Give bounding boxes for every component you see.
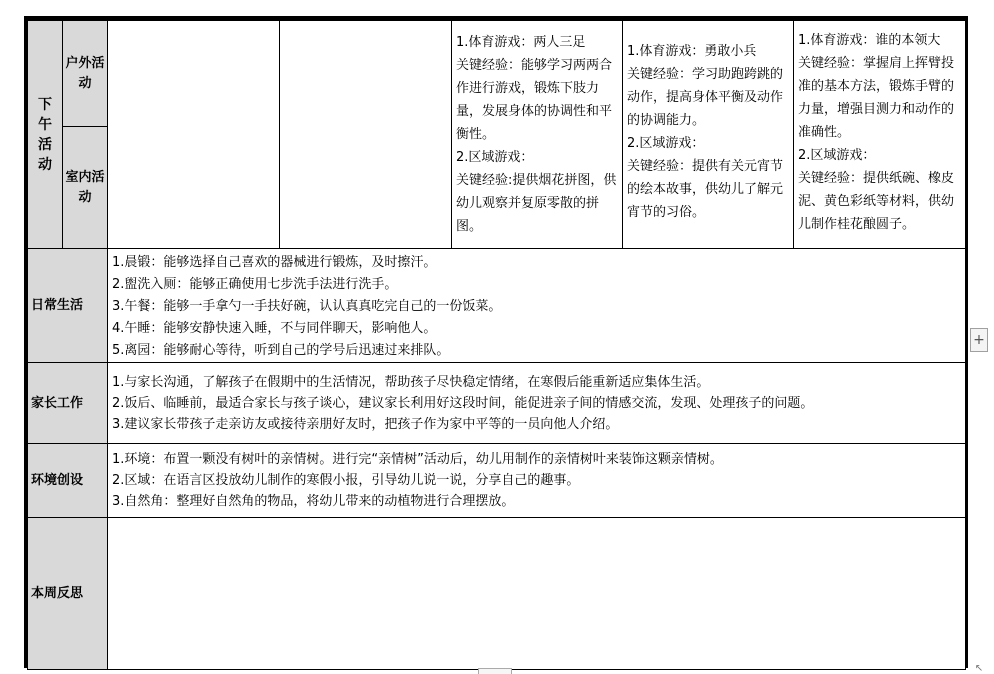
afternoon-section-label: 下午活动 [38,96,52,173]
wed-area-title: 2.区域游戏： [456,150,534,165]
expand-plus-icon[interactable]: + [970,328,988,352]
thu-area-title: 2.区域游戏： [627,136,705,151]
environment-item: 2.区域：在语言区投放幼儿制作的寒假小报，引导幼儿说一说，分享自己的趣事。 [112,473,580,488]
environment-label: 环境创设 [31,473,84,488]
outdoor-label-cell [63,21,108,127]
parent-item: 1.与家长沟通，了解孩子在假期中的生活情况，帮助孩子尽快稳定情绪，在寒假后能重新适应集体生活。 [112,375,710,390]
reflection-row [28,518,966,670]
wed-activity-title: 1.体育游戏：两人三足 [456,35,586,50]
daily-item: 3.午餐：能够一手拿勺一手扶好碗，认认真真吃完自己的一份饭菜。 [112,299,502,314]
weekly-plan-table [27,20,966,670]
parent-work-row [28,363,966,444]
parent-work-label: 家长工作 [31,395,84,411]
thu-area-exp2: 关键经验：提供有关元宵节的绘本故事，供幼儿了解元宵节的习俗。 [627,159,784,220]
fri-activity-exp1: 关键经验：掌握肩上挥臂投准的基本方法，锻炼手臂的力量，增强目测力和动作的准确性。 [798,56,955,140]
parent-work-label-cell [28,363,108,444]
environment-item: 1.环境：布置一颗没有树叶的亲情树。进行完“亲情树”活动后，幼儿用制作的亲情树叶来装饰这颗亲情树。 [112,452,723,467]
empty-cell-tue[interactable] [280,21,452,249]
fri-activity-title: 1.体育游戏：谁的本领大 [798,33,941,48]
thu-activity-exp1: 关键经验：学习助跑跨跳的动作，提高身体平衡及动作的协调能力。 [627,67,784,128]
reflection-label-cell [28,518,108,670]
environment-row [28,444,966,518]
indoor-label-cell [63,127,108,249]
fri-area-title: 2.区域游戏： [798,148,876,163]
wed-activity-exp1: 关键经验：能够学习两两合作进行游戏，锻炼下肢力量，发展身体的协调性和平衡性。 [456,58,613,142]
daily-life-row [28,249,966,363]
afternoon-outdoor-row [28,21,966,127]
daily-item: 1.晨锻：能够选择自己喜欢的器械进行锻炼，及时擦汗。 [112,255,437,270]
daily-life-label-cell [28,249,108,363]
fri-area-exp2: 关键经验：提供纸碗、橡皮泥、黄色彩纸等材料，供幼儿制作桂花酿圆子。 [798,171,955,232]
daily-life-label: 日常生活 [31,298,84,313]
thu-activity-title: 1.体育游戏：勇敢小兵 [627,44,757,59]
resize-corner-icon[interactable]: ↖ [974,663,984,674]
daily-life-content-cell[interactable] [108,249,966,363]
environment-item: 3.自然角：整理好自然角的物品，将幼儿带来的动植物进行合理摆放。 [112,494,515,509]
thu-activity-cell[interactable] [623,21,794,249]
afternoon-section-cell [28,21,63,249]
outdoor-label: 户外活动 [65,55,105,91]
fri-activity-cell[interactable] [794,21,966,249]
parent-item: 2.饭后、临睡前，最适合家长与孩子谈心，建议家长利用好这段时间，能促进亲子间的情感交流，发现、处理孩子的问题。 [112,396,814,411]
environment-content-cell[interactable] [108,444,966,518]
daily-item: 4.午睡：能够安静快速入睡，不与同伴聊天，影响他人。 [112,321,437,336]
indoor-label: 室内活动 [65,169,105,205]
wed-activity-cell[interactable] [452,21,623,249]
environment-label-cell [28,444,108,518]
empty-cell-mon[interactable] [108,21,280,249]
daily-item: 2.盥洗入厕：能够正确使用七步洗手法进行洗手。 [112,277,398,292]
reflection-label: 本周反思 [31,586,84,601]
wed-area-exp2: 关键经验:提供烟花拼图，供幼儿观察并复原零散的拼图。 [456,173,617,234]
bottom-scroll-tab[interactable] [478,668,512,674]
reflection-content-cell[interactable] [108,518,966,670]
daily-item: 5.离园：能够耐心等待，听到自己的学号后迅速过来排队。 [112,343,450,358]
parent-item: 3.建议家长带孩子走亲访友或接待亲朋好友时，把孩子作为家中平等的一员向他人介绍。 [112,417,619,432]
parent-work-content-cell[interactable] [108,363,966,444]
